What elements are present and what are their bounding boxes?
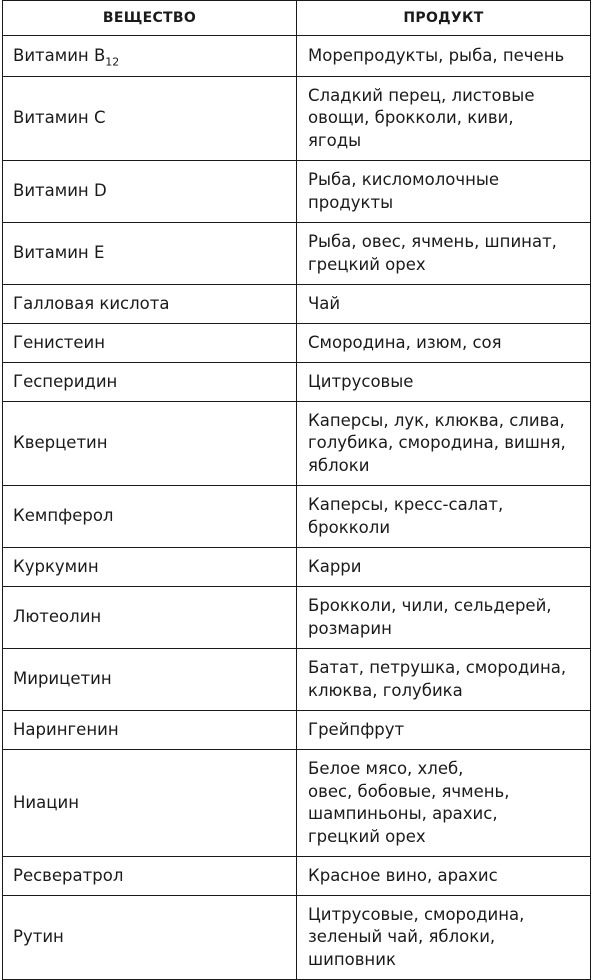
table-row: [3, 587, 591, 649]
table-row: [3, 896, 591, 980]
substance-name: Витамин D: [13, 181, 107, 201]
substance-name: Ресвератрол: [13, 865, 124, 885]
header-row: [3, 1, 591, 36]
substance-cell: [3, 77, 297, 161]
substance-cell: [3, 161, 297, 223]
substance-name: Ниацин: [13, 792, 79, 812]
table-row: [3, 223, 591, 285]
product-line: Каперсы, кресс-салат,: [308, 495, 504, 514]
product-line: Каперсы, лук, клюква, слива,: [308, 410, 565, 430]
substance-cell: [3, 324, 297, 363]
product-line: Белое мясо, хлеб,: [308, 759, 464, 778]
substance-cell: [3, 402, 297, 486]
product-line: Сладкий перец, листовые: [308, 85, 535, 105]
table-row: [3, 324, 591, 363]
substances-table: [2, 0, 591, 980]
product-cell: [297, 896, 591, 980]
substance-subscript: 12: [105, 55, 120, 69]
substance-name: Гесперидин: [13, 371, 118, 391]
product-line: Смородина, изюм, соя: [308, 332, 502, 352]
product-line: клюква, голубика: [308, 680, 463, 700]
product-cell: [297, 363, 591, 402]
product-line: шиповник: [308, 949, 396, 969]
product-line: Цитрусовые, смородина,: [308, 904, 525, 924]
product-line: Чай: [308, 293, 341, 313]
product-line: овощи, брокколи, киви,: [308, 108, 514, 128]
product-cell: [297, 285, 591, 324]
table-row: [3, 402, 591, 486]
product-cell: [297, 857, 591, 896]
substance-name: Кемпферол: [13, 506, 114, 526]
product-cell: [297, 77, 591, 161]
substance-name: Галловая кислота: [13, 293, 170, 313]
product-line: розмарин: [308, 618, 392, 638]
substance-name: Нарингенин: [13, 719, 119, 739]
product-line: Красное вино, арахис: [308, 865, 498, 885]
table-row: [3, 548, 591, 587]
table-row: [3, 36, 591, 77]
product-cell: [297, 402, 591, 486]
product-line: грецкий орех: [308, 826, 426, 846]
header-product: ПРОДУКТ: [297, 1, 591, 36]
product-cell: [297, 161, 591, 223]
product-line: продукты: [308, 192, 394, 212]
product-line: голубика, смородина, вишня,: [308, 433, 566, 453]
product-cell: [297, 548, 591, 587]
substance-name: Генистеин: [13, 332, 106, 352]
product-line: Батат, петрушка, смородина,: [308, 658, 567, 677]
substance-name: Рутин: [13, 927, 64, 947]
substance-cell: [3, 223, 297, 285]
table-row: [3, 857, 591, 896]
product-line: зеленый чай, яблоки,: [308, 927, 496, 947]
substance-cell: [3, 36, 297, 77]
substance-cell: [3, 750, 297, 857]
product-line: Рыба, кисломолочные: [308, 170, 500, 189]
table-row: [3, 649, 591, 711]
product-cell: [297, 750, 591, 857]
product-line: яблоки: [308, 455, 370, 475]
product-line: шампиньоны, арахис,: [308, 804, 498, 823]
product-line: Брокколи, чили, сельдерей,: [308, 596, 552, 615]
table-row: [3, 486, 591, 548]
substance-cell: [3, 285, 297, 324]
table-row: [3, 285, 591, 324]
substance-cell: [3, 896, 297, 980]
product-cell: [297, 223, 591, 285]
product-line: брокколи: [308, 517, 391, 537]
substance-name: Кверцетин: [13, 433, 108, 453]
product-line: Рыба, овес, ячмень, шпинат,: [308, 232, 557, 251]
product-cell: [297, 711, 591, 750]
product-cell: [297, 649, 591, 711]
product-cell: [297, 486, 591, 548]
product-cell: [297, 36, 591, 77]
table-row: [3, 161, 591, 223]
substance-name: Мирицетин: [13, 669, 112, 689]
substance-cell: [3, 548, 297, 587]
substance-name: Витамин E: [13, 243, 105, 263]
product-line: грецкий орех: [308, 254, 426, 274]
substance-cell: [3, 587, 297, 649]
substance-cell: [3, 857, 297, 896]
substance-cell: [3, 649, 297, 711]
product-line: Цитрусовые: [308, 371, 414, 391]
table-row: [3, 77, 591, 161]
product-cell: [297, 587, 591, 649]
substance-cell: [3, 711, 297, 750]
substance-cell: [3, 486, 297, 548]
product-cell: [297, 324, 591, 363]
table-row: [3, 711, 591, 750]
substance-name: Куркумин: [13, 556, 99, 576]
substance-name: Витамин C: [13, 108, 106, 128]
product-line: овес, бобовые, ячмень,: [308, 781, 510, 801]
header-substance: ВЕЩЕСТВО: [3, 1, 297, 36]
table-row: [3, 750, 591, 857]
substance-name: Витамин B: [13, 45, 106, 65]
table-body: [3, 36, 591, 980]
table-row: [3, 363, 591, 402]
product-line: Грейпфрут: [308, 719, 405, 739]
substance-name: Лютеолин: [13, 607, 102, 627]
product-line: Карри: [308, 556, 362, 576]
product-line: Морепродукты, рыба, печень: [308, 45, 565, 65]
product-line: ягоды: [308, 130, 362, 150]
substance-cell: [3, 363, 297, 402]
